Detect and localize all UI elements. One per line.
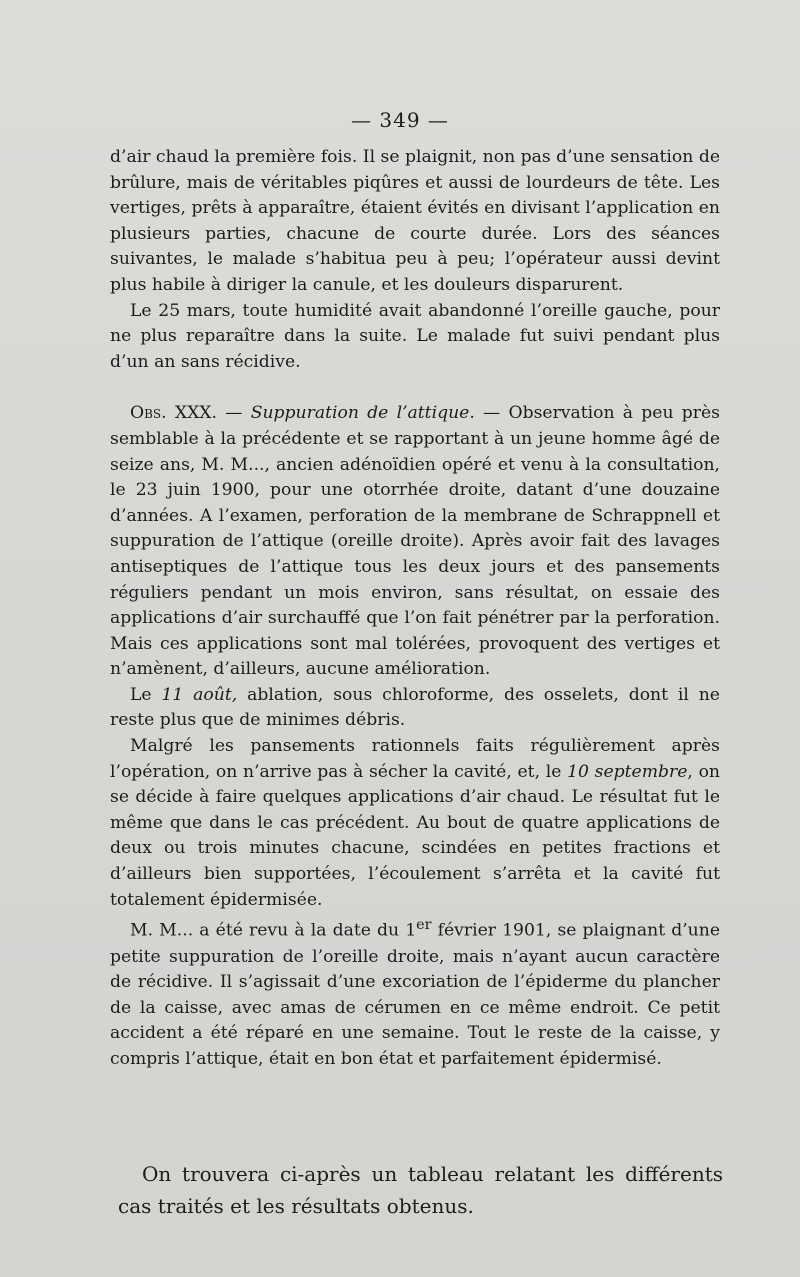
page-number: — 349 — bbox=[351, 108, 449, 132]
paragraph-continuation: d’air chaud la première fois. Il se plaignit, non pas d’une sensation de brûlure, mais de véritables piqûres et aussi de lourdeurs de tête. Les vertiges, prêts à apparaître, étaient évités en divisant l’application en plusieurs parties, chacune de courte durée. Lors des séances suivantes, le malade s’habitua peu à peu; l’opérateur aussi devint plus habile à diriger la canule, et les douleurs disparurent. bbox=[110, 147, 720, 295]
observation-xxx bbox=[110, 401, 720, 683]
paragraph-august bbox=[110, 683, 720, 734]
text-run: Malgré les pansements rationnels faits régulièrement après l’opération, on n’arrive pas à sécher la cavité, et, le bbox=[110, 736, 720, 782]
superscript: er bbox=[416, 917, 432, 934]
closing-sentence: On trouvera ci-après un tableau relatant les différents cas traités et les résultats obtenus. bbox=[118, 1162, 723, 1218]
paragraph-followup bbox=[110, 913, 720, 1072]
text-run: Le bbox=[130, 684, 162, 705]
text-run: M. M... a été revu à la date du 1 bbox=[130, 920, 417, 941]
text-run: , on se décide à faire quelques applications d’air chaud. Le résultat fut le même que dans le cas précédent. Au bout de quatre applications de deux ou trois minutes chacune, scindées en petites fractions et d’ailleurs bien supportées, l’écoulement s’arrêta et la cavité fut totalement épidermisée. bbox=[110, 761, 720, 910]
date-september: 10 septembre bbox=[567, 761, 688, 782]
paragraph-september bbox=[110, 734, 720, 913]
body-text bbox=[110, 145, 720, 1073]
observation-text: Observation à peu près semblable à la précédente et se rapportant à un jeune homme âgé de seize ans, M. M..., ancien adénoïdien opéré et venu à la consultation, le 23 juin 1900, pour une otorrhée droite, datant d’une douzaine d’années. A l’examen, perforation de la membrane de Schrappnell et suppuration de l’attique (oreille droite). Après avoir fait des lavages antiseptiques de l’attique tous les deux jours et des pansements réguliers pendant un mois environ, sans résultat, on essaie des applications d’air surchauffé que l’on fait pénétrer par la perforation. Mais ces applications sont mal tolérées, provoquent des vertiges et n’amènent, d’ailleurs, aucune amélioration. bbox=[110, 403, 720, 680]
paragraph-march: Le 25 mars, toute humidité avait abandonné l’oreille gauche, pour ne plus reparaître dans la suite. Le malade fut suivi pendant plus d’un an sans récidive. bbox=[110, 300, 720, 372]
text-run: ablation, sous chloroforme, des osselets, dont il ne reste plus que de minimes débris. bbox=[110, 684, 720, 731]
dash: — bbox=[474, 403, 509, 424]
observation-title: Suppuration de l’attique. bbox=[250, 403, 475, 424]
text-run: février 1901, se plaignant d’une petite suppuration de l’oreille droite, mais n’ayant aucun caractère de récidive. Il s’agissait d’une excoriation de l’épiderme du plancher de la caisse, avec amas de cérumen en ce même endroit. Ce petit accident a été réparé en une semaine. Tout le reste de la caisse, y compris l’attique, était en bon état et parfaitement épidermisé. bbox=[110, 920, 720, 1069]
observation-label: Obs. XXX. bbox=[130, 403, 218, 424]
date-august: 11 août, bbox=[161, 684, 238, 705]
dash: — bbox=[217, 403, 251, 424]
